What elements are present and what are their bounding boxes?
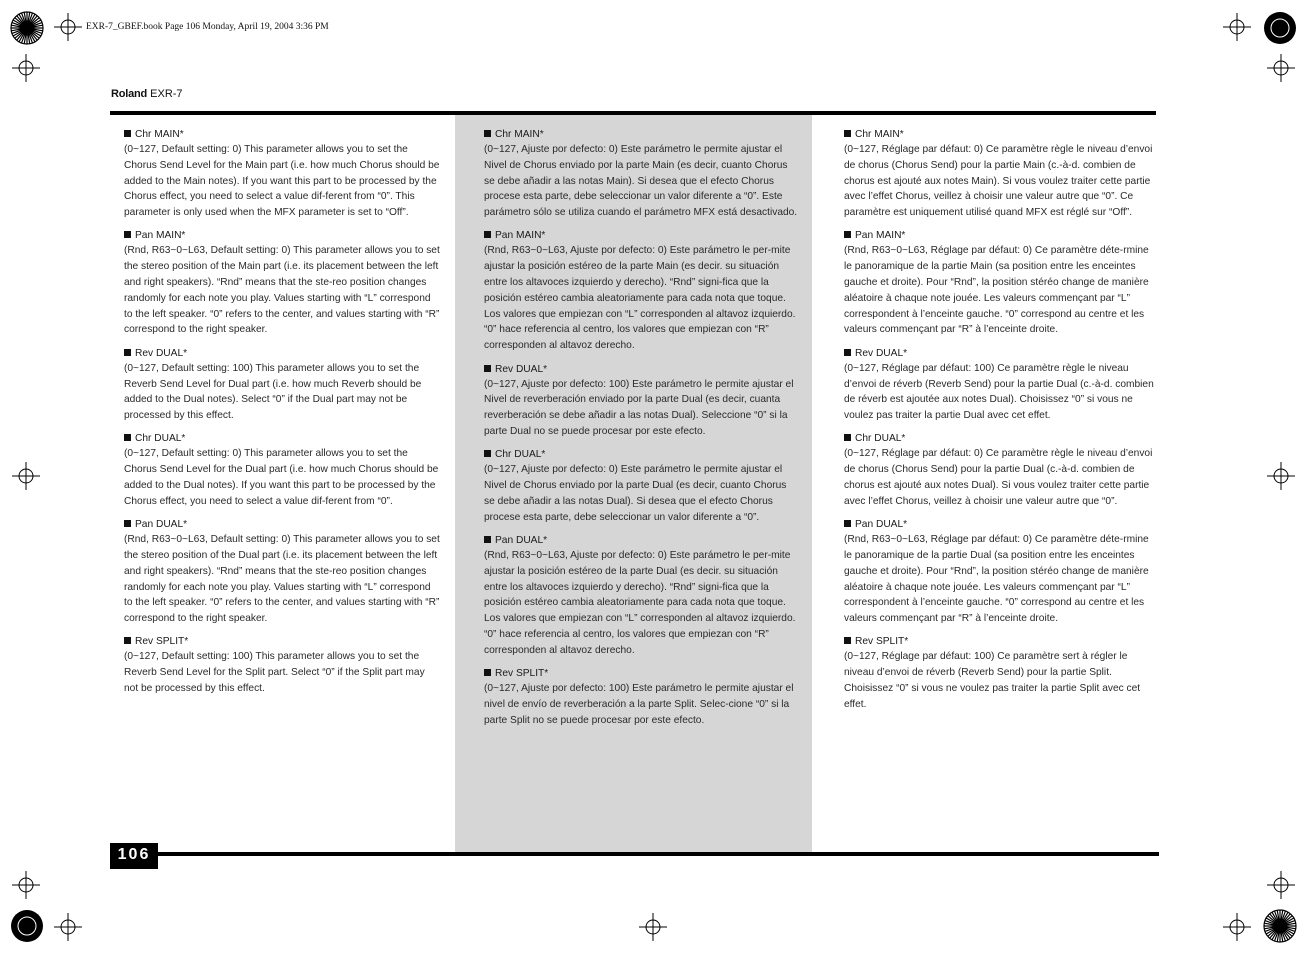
square-bullet-icon [124,520,131,527]
parameter-title [844,128,1156,142]
starburst-target-icon [10,909,44,943]
spanish-column [484,128,798,737]
parameter-title [484,229,798,243]
crosshair-circle-icon [1267,871,1295,899]
parameter-title [844,347,1156,361]
square-bullet-icon [124,349,131,356]
parameter-title-text: Pan MAIN* [135,230,186,242]
square-bullet-icon [484,669,491,676]
brand-name: Roland [111,88,148,100]
crosshair-circle-icon [54,13,82,41]
square-bullet-icon [484,231,491,238]
starburst-target-icon [1263,909,1297,943]
parameter-entry [844,128,1156,221]
square-bullet-icon [844,637,851,644]
parameter-title-text: Chr DUAL* [855,433,906,445]
parameter-description: (Rnd, R63~0~L63, Réglage par défaut: 0) Ce paramètre déte-rmine le panoramique de la partie Dual (sa position entre les enceintes gauche et droite). Pour “Rnd”, la position stéréo change de manière aléatoire à chaque note jouée. Les valeurs commençant par “L” correspondent à l’enceinte gauche. “0” correspond au centre et les valeurs commençant par “R” à l’enceinte droite. [844,534,1149,625]
parameter-title [844,432,1156,446]
starburst-target-icon [10,11,44,45]
parameter-title-text: Chr MAIN* [495,129,544,140]
parameter-title [844,635,1156,649]
page-header: EXR-7_GBEF.book Page 106 Monday, April 19, 2004 3:36 PM [86,22,329,32]
parameter-entry [484,667,798,728]
parameter-title-text: Chr DUAL* [135,433,186,445]
parameter-title-text: Pan DUAL* [135,519,188,531]
parameter-title [844,229,1156,243]
parameter-title-text: Rev SPLIT* [855,636,909,648]
crosshair-circle-icon [639,913,667,941]
parameter-entry [484,229,798,354]
parameter-entry [844,635,1156,712]
square-bullet-icon [484,130,491,137]
page-number: 106 [110,843,158,869]
parameter-entry [484,534,798,659]
parameter-title [484,363,798,377]
parameter-description: (Rnd, R63~0~L63, Ajuste por defecto: 0) Este parámetro le per-mite ajustar la posición estéreo de la parte Dual (es decir. su situación entre los altavoces izquierdo y derecho). “Rnd” signi-fica que la posición estéreo cambia aleatoriamente para cada nota que toque. Los valores que empiezan con “L” corresponden al altavoz izquierdo. “0” hace referencia al centro, los valores que empiezan con “R” corresponden al altavoz derecho. [484,549,796,656]
crosshair-circle-icon [54,913,82,941]
square-bullet-icon [484,365,491,372]
parameter-description: (0~127, Default setting: 100) This parameter allows you to set the Reverb Send Level for Dual part (i.e. how much Reverb should be added to the Dual notes). Select “0” if the Dual part may not be processed by this effect. [124,362,422,422]
brand-label [111,88,183,100]
parameter-title [484,128,798,142]
parameter-description: (0~127, Ajuste por defecto: 0) Este parámetro le permite ajustar el Nivel de Chorus enviado por la parte Dual (es decir, cuanto Chorus se debe añadir a las notas Dual). Si desea que el efecto Chorus procese esta parte, debe seleccionar un valor diferente a “0”. [484,464,787,523]
parameter-title-text: Rev SPLIT* [495,668,549,680]
square-bullet-icon [484,536,491,543]
parameter-title-text: Chr MAIN* [855,129,904,140]
crosshair-circle-icon [1223,913,1251,941]
parameter-description: (0~127, Réglage par défaut: 100) Ce paramètre sert à régler le niveau d’envoi de réverb (Reverb Send) pour la partie Split. Choisissez “0” si vous ne voulez pas traiter la partie Split avec cet effet. [844,651,1141,710]
parameter-title [124,347,440,361]
parameter-description: (Rnd, R63~0~L63, Réglage par défaut: 0) Ce paramètre déte-rmine le panoramique de la partie Main (sa position entre les enceintes gauche et droite). Pour “Rnd”, la position stéréo change de manière aléatoire à chaque note jouée. Les valeurs commençant par “L” correspondent à l’enceinte gauche. “0” correspond au centre et les valeurs commençant par “R” à l’enceinte droite. [844,245,1149,336]
parameter-description: (0~127, Default setting: 0) This parameter allows you to set the Chorus Send Level for the Main part (i.e. how much Chorus should be added to the Main notes). If you want this part to be processed by the Chorus effect, you need to select a value dif-ferent from “0”. This parameter is only used when the MFX parameter is set to “Off”. [124,144,440,219]
square-bullet-icon [124,231,131,238]
bottom-rule [158,852,1159,856]
parameter-entry [124,635,440,696]
crosshair-circle-icon [12,54,40,82]
square-bullet-icon [124,434,131,441]
parameter-description: (0~127, Réglage par défaut: 100) Ce paramètre règle le niveau d’envoi de réverb (Reverb Send) pour la partie Dual (c.-à-d. combien de réverb est ajoutée aux notes Dual). Choisissez “0” si vous ne voulez pas traiter la partie Dual avec cet effet. [844,362,1154,422]
starburst-target-icon [1263,11,1297,45]
parameter-entry [484,128,798,221]
parameter-title [484,667,798,681]
parameter-entry [124,128,440,221]
parameter-entry [484,363,798,440]
parameter-description: (0~127, Default setting: 0) This parameter allows you to set the Chorus Send Level for the Dual part (i.e. how much Chorus should be added to the Dual notes). If you want this part to be processed by the Chorus effect, you need to select a value dif-ferent from “0”. [124,448,439,507]
square-bullet-icon [844,434,851,441]
parameter-entry [844,518,1156,627]
parameter-entry [124,229,440,338]
parameter-title [124,229,440,243]
french-column [844,128,1156,721]
parameter-title-text: Rev DUAL* [135,347,188,359]
english-column [124,128,440,705]
parameter-entry [484,448,798,525]
square-bullet-icon [844,231,851,238]
parameter-entry [124,347,440,424]
parameter-description: (Rnd, R63~0~L63, Default setting: 0) This parameter allows you to set the stereo position of the Dual part (i.e. its placement between the left and right speakers). “Rnd” means that the ste-reo position changes randomly for each note you play. Values starting with “L” correspond to the left speaker. “0” refers to the center, and values starting with “R” correspond to the right speaker. [124,534,440,625]
brand-model: EXR-7 [150,88,183,100]
square-bullet-icon [484,450,491,457]
parameter-description: (0~127, Ajuste por defecto: 0) Este parámetro le permite ajustar el Nivel de Chorus enviado por la parte Main (es decir, cuanto Chorus se debe añadir a las notas Main). Si desea que el efecto Chorus procese esta parte, debe seleccionar un valor diferente a “0”. Este parámetro sólo se utiliza cuando el parámetro MFX está desactivado. [484,144,798,219]
parameter-title-text: Pan DUAL* [855,519,908,531]
parameter-title [124,128,440,142]
parameter-entry [844,347,1156,424]
crosshair-circle-icon [12,871,40,899]
parameter-description: (Rnd, R63~0~L63, Ajuste por defecto: 0) Este parámetro le per-mite ajustar la posición estéreo de la parte Main (es decir. su situación entre los altavoces izquierdo y derecho). “Rnd” signi-fica que la posición estéreo cambia aleatoriamente para cada nota que toque. Los valores que empiezan con “L” corresponden al altavoz izquierdo. “0” hace referencia al centro, los valores que empiezan con “R” corresponden al altavoz derecho. [484,245,796,352]
parameter-title [484,448,798,462]
square-bullet-icon [844,520,851,527]
square-bullet-icon [124,637,131,644]
parameter-description: (Rnd, R63~0~L63, Default setting: 0) This parameter allows you to set the stereo position of the Main part (i.e. its placement between the left and right speakers). “Rnd” means that the ste-reo position changes randomly for each note you play. Values starting with “L” correspond to the left speaker. “0” refers to the center, and values starting with “R” correspond to the right speaker. [124,245,440,336]
parameter-entry [124,432,440,509]
parameter-title-text: Rev DUAL* [495,363,548,375]
parameter-title [484,534,798,548]
parameter-title-text: Pan DUAL* [495,534,548,546]
crosshair-circle-icon [1223,13,1251,41]
parameter-entry [124,518,440,627]
parameter-title-text: Pan MAIN* [495,230,546,242]
parameter-entry [844,432,1156,509]
parameter-description: (0~127, Ajuste por defecto: 100) Este parámetro le permite ajustar el Nivel de reverberación enviado por la parte Dual (es decir, cuanta reverberación se debe añadir a las notas Dual). Seleccione “0” si la parte Dual no se puede procesar por este efecto. [484,378,794,437]
parameter-title [124,518,440,532]
parameter-title-text: Chr DUAL* [495,449,546,461]
parameter-description: (0~127, Réglage par défaut: 0) Ce paramètre règle le niveau d’envoi de chorus (Chorus Send) pour la partie Dual (c.-à-d. combien de chorus est ajouté aux notes Dual). Si vous voulez traiter cette partie avec l’effet Chorus, veillez à choisir une valeur autre que “0”. [844,448,1153,507]
parameter-title-text: Chr MAIN* [135,129,184,140]
parameter-title [124,432,440,446]
parameter-title-text: Rev DUAL* [855,347,908,359]
parameter-description: (0~127, Default setting: 100) This parameter allows you to set the Reverb Send Level for the Split part. Select “0” if the Split part may not be processed by this effect. [124,651,425,695]
crosshair-circle-icon [12,462,40,490]
parameter-description: (0~127, Ajuste por defecto: 100) Este parámetro le permite ajustar el nivel de envío de reverberación a la parte Split. Selec-cione “0” si la parte Split no se puede procesar por este efecto. [484,683,794,726]
parameter-description: (0~127, Réglage par défaut: 0) Ce paramètre règle le niveau d’envoi de chorus (Chorus Send) pour la partie Main (c.-à-d. combien de chorus est ajouté aux notes Main). Si vous voulez traiter cette partie avec l’effet Chorus, veillez à choisir une valeur autre que “0”. Ce paramètre est uniquement utilisé quand MFX est réglé sur “Off”. [844,144,1153,219]
parameter-title-text: Rev SPLIT* [135,636,189,648]
parameter-title-text: Pan MAIN* [855,230,906,242]
parameter-title [124,635,440,649]
crosshair-circle-icon [1267,462,1295,490]
parameter-entry [844,229,1156,338]
crosshair-circle-icon [1267,54,1295,82]
square-bullet-icon [844,130,851,137]
square-bullet-icon [844,349,851,356]
parameter-title [844,518,1156,532]
square-bullet-icon [124,130,131,137]
